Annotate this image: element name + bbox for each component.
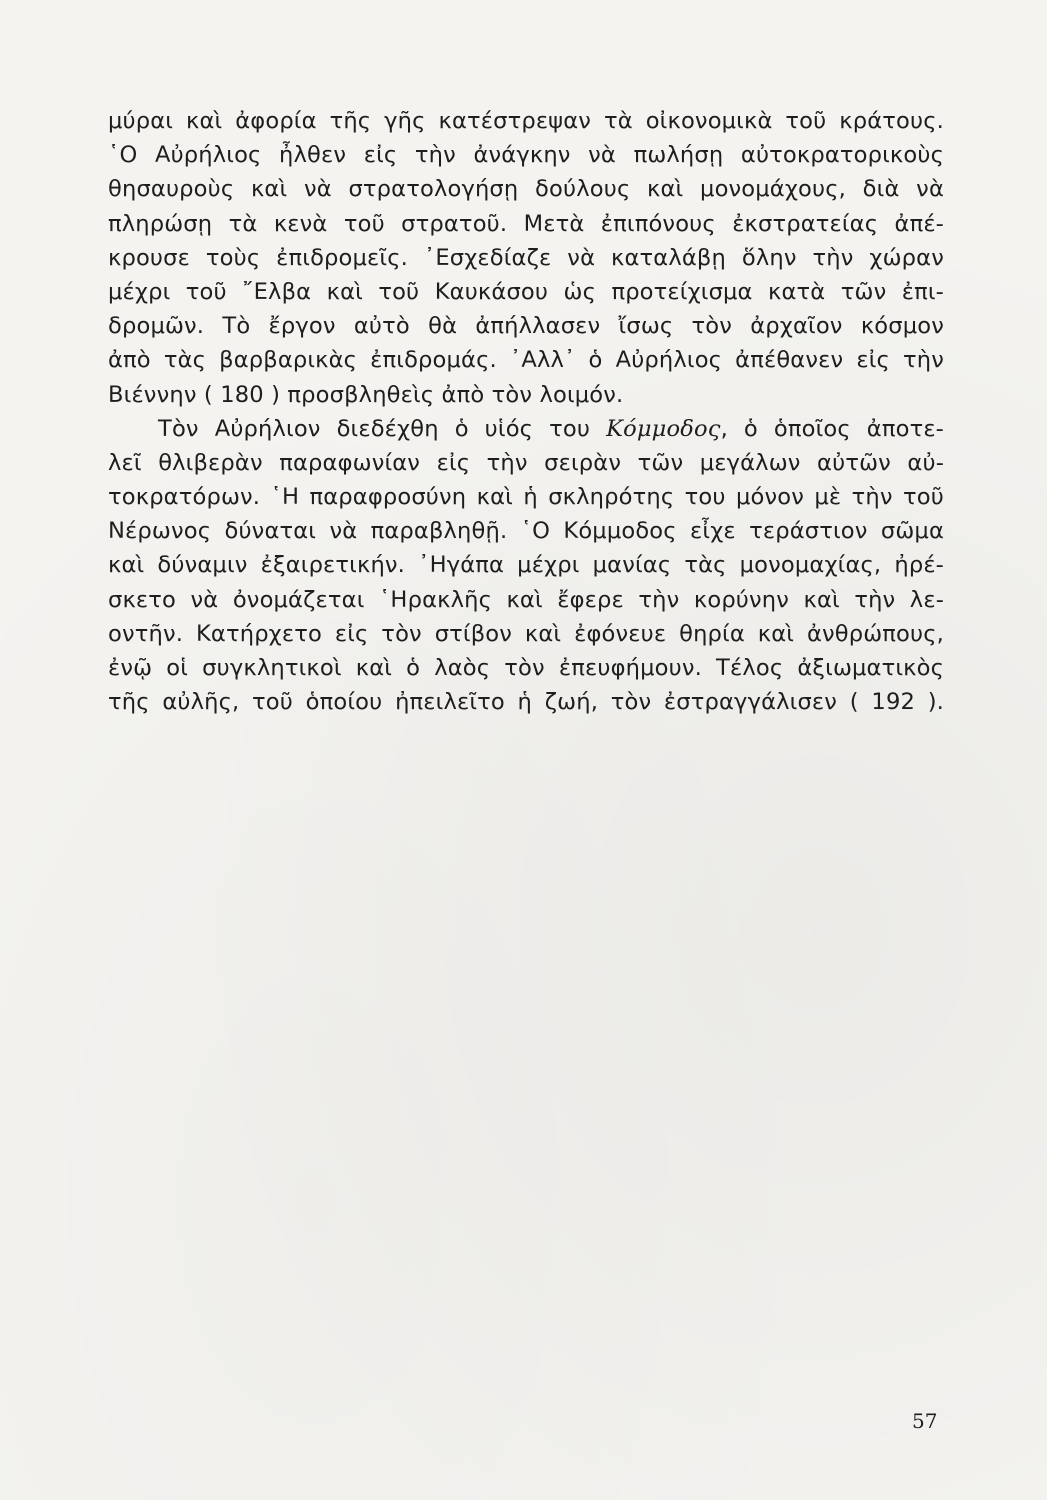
text-line-13: Νέρωνος δύναται νὰ παραβληθῇ. ῾Ο Κόμμοδος εἶχε τεράστιον σῶμα xyxy=(108,518,944,545)
page-number: 57 xyxy=(912,1409,938,1433)
text-line-18: τῆς αὐλῆς, τοῦ ὁποίου ἠπειλεῖτο ἡ ζωή, τὸν ἐστραγγάλισεν ( 192 ). xyxy=(108,689,944,716)
text-line-4: πληρώσῃ τὰ κενὰ τοῦ στρατοῦ. Μετὰ ἐπιπόνους ἐκστρατείας ἀπέ- xyxy=(108,210,944,237)
text-line-17: ἐνῷ οἱ συγκλητικοὶ καὶ ὁ λαὸς τὸν ἐπευφήμουν. Τέλος ἀξιωματικὸς xyxy=(108,655,944,681)
text-line-15: σκετο νὰ ὀνομάζεται ῾Ηρακλῆς καὶ ἔφερε τὴν κορύνην καὶ τὴν λε- xyxy=(108,586,944,613)
text-line-9: Βιέννην ( 180 ) προσβληθεὶς ἀπὸ τὸν λοιμόν. xyxy=(108,381,624,408)
text-line-14: καὶ δύναμιν ἐξαιρετικήν. ᾿Ηγάπα μέχρι μανίας τὰς μονομαχίας, ἠρέ- xyxy=(108,552,944,579)
text-line-7: δρομῶν. Τὸ ἔργον αὐτὸ θὰ ἀπήλλασεν ἴσως τὸν ἀρχαῖον κόσμον xyxy=(108,313,944,340)
text-line-3: θησαυροὺς καὶ νὰ στρατολογήσῃ δούλους καὶ μονομάχους, διὰ νὰ xyxy=(108,176,944,203)
text-line-11: λεῖ θλιβερὰν παραφωνίαν εἰς τὴν σειρὰν τῶν μεγάλων αὐτῶν αὐ- xyxy=(108,449,944,476)
text-line-12: τοκρατόρων. ῾Η παραφροσύνη καὶ ἡ σκληρότης του μόνον μὲ τὴν τοῦ xyxy=(108,484,944,511)
text-line-10: Τὸν Αὐρήλιον διεδέχθη ὁ υἱός του Κόμμοδος, ὁ ὁποῖος ἀποτε- xyxy=(158,415,944,442)
text-line-6: μέχρι τοῦ ῎Ελβα καὶ τοῦ Καυκάσου ὡς προτείχισμα κατὰ τῶν ἐπι- xyxy=(108,278,944,305)
italic-name: Κόμμοδος xyxy=(606,415,721,442)
text-line-8: ἀπὸ τὰς βαρβαρικὰς ἐπιδρομάς. ᾿Αλλ᾿ ὁ Αὐρήλιος ἀπέθανεν εἰς τὴν xyxy=(108,347,944,374)
text-line-5: κρουσε τοὺς ἐπιδρομεῖς. ᾿Εσχεδίαζε νὰ καταλάβῃ ὅλην τὴν χώραν xyxy=(108,244,944,271)
text-line-1: μύραι καὶ ἀφορία τῆς γῆς κατέστρεψαν τὰ οἰκονομικὰ τοῦ κράτους. xyxy=(108,108,944,134)
text-line-2: ῾Ο Αὐρήλιος ἦλθεν εἰς τὴν ἀνάγκην νὰ πωλήσῃ αὐτοκρατορικοὺς xyxy=(108,142,944,169)
body-text xyxy=(108,104,944,719)
text-line-16: οντῆν. Κατήρχετο εἰς τὸν στίβον καὶ ἐφόνευε θηρία καὶ ἀνθρώπους, xyxy=(108,620,944,647)
